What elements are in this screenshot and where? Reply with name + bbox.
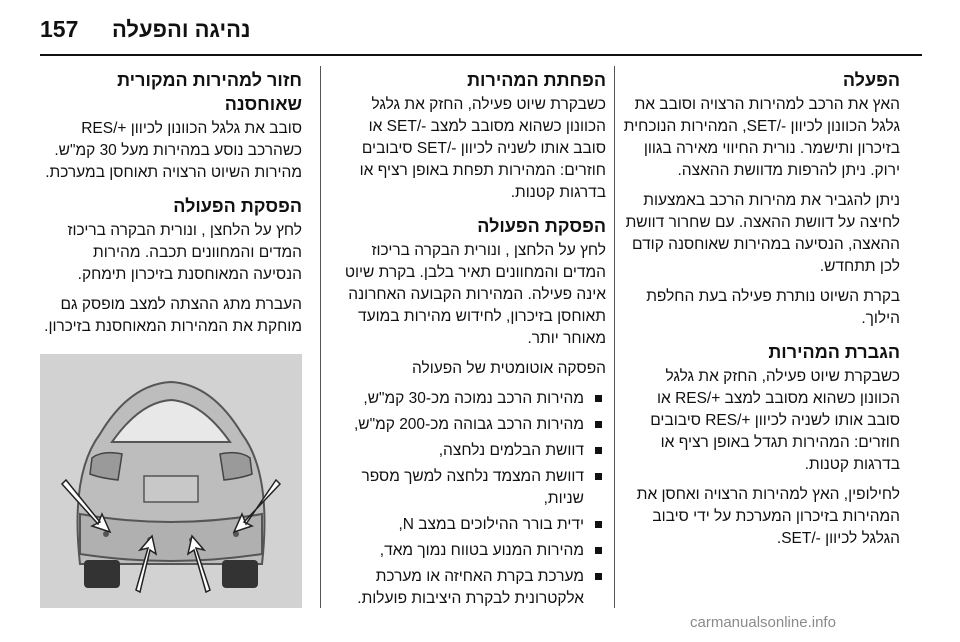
heading-resume: חזור למהירות המקורית שאוחסנה <box>117 70 302 114</box>
list-item: דוושת הבלמים נלחצה, <box>334 440 606 462</box>
left-column <box>40 68 302 380</box>
car-rear-illustration <box>40 354 302 608</box>
column-divider-right <box>614 66 615 608</box>
middle-column <box>334 68 606 614</box>
paragraph-activate-3: בקרת השיוט נותרת פעילה בעת החלפת הילוך. <box>646 288 900 327</box>
heading-increase: הגברת המהירות <box>768 342 900 362</box>
header-rule <box>40 54 922 56</box>
heading-deactivate-2: הפסקת הפעולה <box>173 196 302 216</box>
watermark: carmanualsonline.info <box>690 614 836 631</box>
list-item: מהירות הרכב נמוכה מכ-30 קמ"ש, <box>334 388 606 410</box>
car-rear-image <box>40 354 302 608</box>
paragraph-decrease: כשבקרת שיוט פעילה, החזק את גלגל הכוונון כשהוא מסובב למצב ‎SET/-‎ או סובב אותו לשניה לכיוון ‎SET/-‎ סיבובים חוזרים: המהירות תפחת באופן רציף או בדרגות קטנות. <box>359 96 606 201</box>
list-item: מהירות הרכב גבוהה מכ-200 קמ"ש, <box>334 414 606 436</box>
heading-activate: הפעלה <box>842 70 900 90</box>
paragraph-deactivate-2: הפסקה אוטומטית של הפעולה <box>412 360 606 377</box>
paragraph-activate-1: האץ את הרכב למהירות הרצויה וסובב את גלגל הכוונון לכיוון ‎SET/-‎, המהירות הנוכחית בזיכרון ותישמר. נורית החיווי מאירה בגוון ירוק. ניתן להרפות מדוושת ההאצה. <box>623 96 900 179</box>
paragraph-increase-1: כשבקרת שיוט פעילה, החזק את גלגל הכוונון כשהוא מסובב למצב ‎RES/+‎ או סובב אותו לשניה לכיוון ‎RES/+‎ סיבובים חוזרים: המהירות תגדל באופן רציף או בדרגות קטנות. <box>650 368 900 473</box>
heading-decrease: הפחתת המהירות <box>467 70 606 90</box>
column-divider-left <box>320 66 321 608</box>
paragraph-increase-2: לחילופין, האץ למהירות הרצויה ואחסן את המהירות בזיכרון המערכת על ידי סיבוב הגלגל לכיוון ‎SET/-‎. <box>636 486 900 547</box>
list-item: ידית בורר ההילוכים במצב N, <box>334 514 606 536</box>
list-item: מערכת בקרת האחיזה או מערכת אלקטרונית לבקרת היציבות פועלות. <box>334 566 606 610</box>
paragraph-activate-2: ניתן להגביר את מהירות הרכב באמצעות לחיצה על דוושת ההאצה. עם שחרור דוושת ההאצה, הנסיעה במהירות שאוחסנה קודם לכן תתחדש. <box>625 192 900 275</box>
paragraph-deactivate2-2: העברת מתג ההצתה למצב מופסק גם מוחקת את המהירות המאוחסנת בזיכרון. <box>44 296 302 335</box>
right-column <box>622 68 900 558</box>
heading-deactivate: הפסקת הפעולה <box>477 216 606 236</box>
list-item: מהירות המנוע בטווח נמוך מאד, <box>334 540 606 562</box>
page-number: 157 <box>40 16 79 42</box>
paragraph-resume-1: סובב את גלגל הכוונון לכיוון ‎RES/+‎ כשהרכב נוסע במהירות מעל 30 קמ"ש. מהירות השיוט הרצויה תאוחסן במערכת. <box>45 120 302 181</box>
list-item: דוושת המצמד נלחצה למשך מספר שניות, <box>334 466 606 510</box>
paragraph-deactivate2-1: לחץ על הלחצן , ונורית הבקרה בריכוז המדים והמחוונים תכבה. מהירות הנסיעה המאוחסנת בזיכרון תימחק. <box>67 222 302 283</box>
auto-deactivate-list <box>334 388 606 610</box>
paragraph-deactivate-1: לחץ על הלחצן , ונורית הבקרה בריכוז המדים והמחוונים תאיר בלבן. בקרת שיוט אינה פעילה. המהירות הקבועה האחרונה תאוחסן בזיכרון, לחידוש מהירות במועד מאוחר יותר. <box>344 242 606 347</box>
running-title: נהיגה והפעלה <box>112 17 251 42</box>
